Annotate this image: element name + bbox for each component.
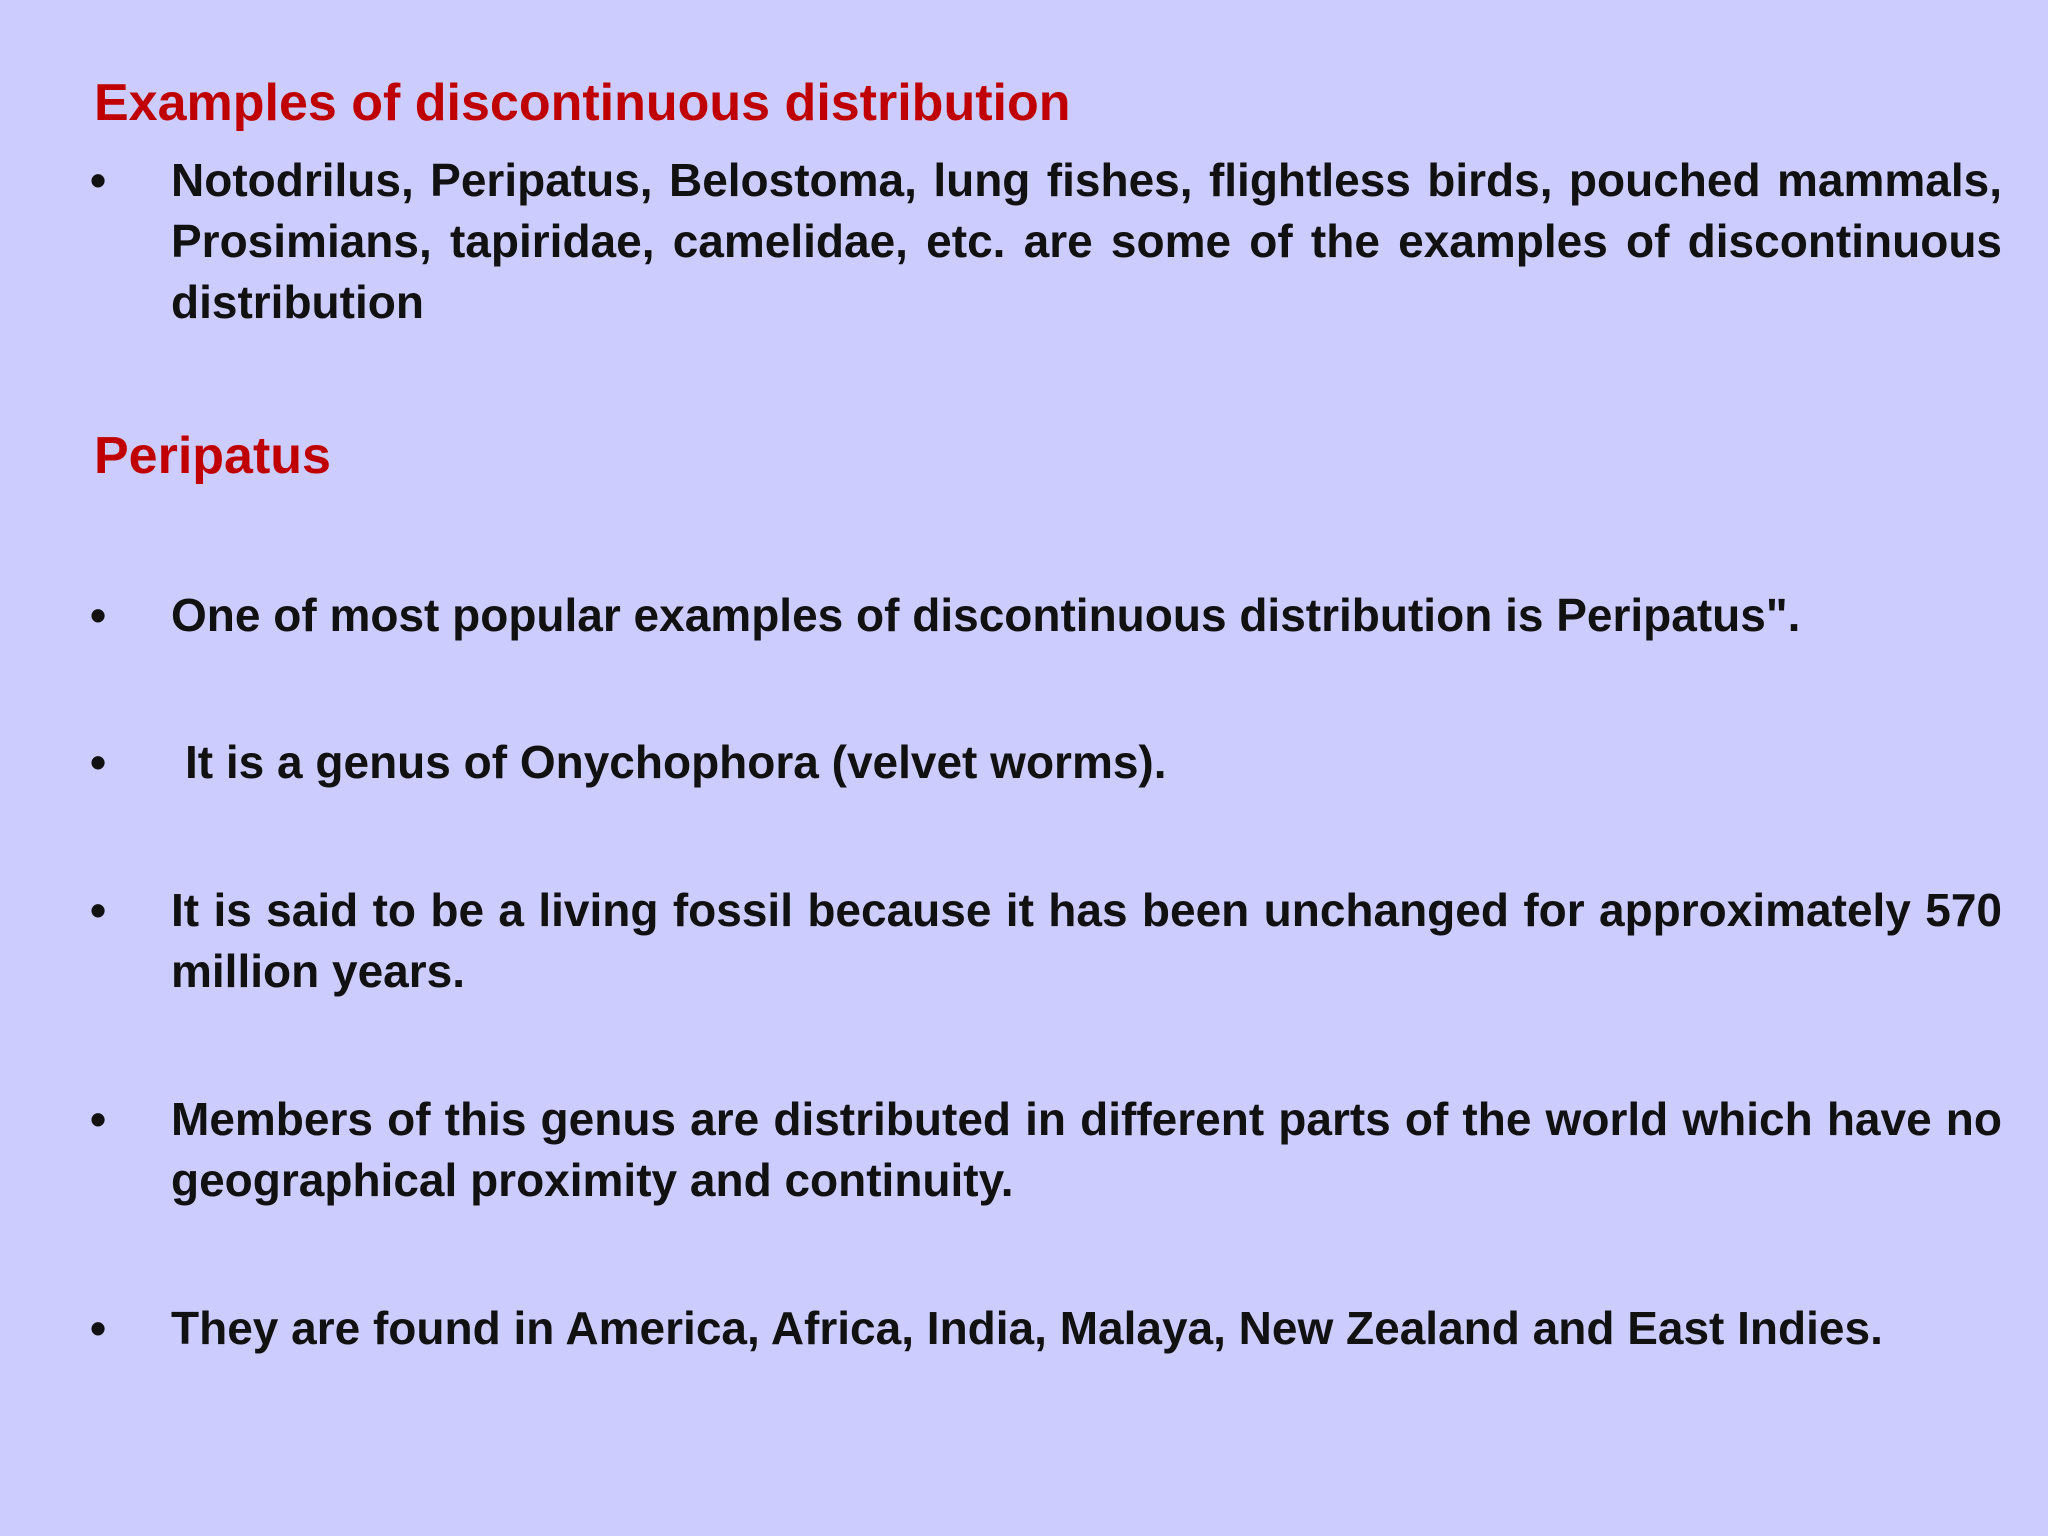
peripatus-bullet-item bbox=[90, 1089, 2002, 1211]
peripatus-bullet-item bbox=[90, 732, 2002, 793]
bullet-symbol: • bbox=[90, 736, 107, 788]
examples-bullet-item bbox=[90, 150, 2002, 333]
peripatus-bullet-item bbox=[90, 880, 2002, 1002]
peripatus-bullet-text: They are found in America, Africa, India, Malaya, New Zealand and East Indies. bbox=[171, 1302, 1883, 1354]
peripatus-bullet-text: It is a genus of Onychophora (velvet worms). bbox=[185, 736, 1167, 788]
peripatus-bullet-text: It is said to be a living fossil because it has been unchanged for approximately 570 million years. bbox=[171, 884, 2002, 997]
bullet-symbol: • bbox=[90, 589, 107, 641]
peripatus-bullet-item bbox=[90, 1298, 2002, 1359]
examples-bullet-text: Notodrilus, Peripatus, Belostoma, lung fishes, flightless birds, pouched mammals, Prosimians, tapiridae, camelidae, etc. are some of the examples of discontinuous distribution bbox=[171, 154, 2002, 328]
bullet-symbol: • bbox=[90, 1302, 107, 1354]
peripatus-bullet-text: One of most popular examples of discontinuous distribution is Peripatus". bbox=[171, 589, 1801, 641]
bullet-symbol: • bbox=[90, 154, 107, 206]
bullet-symbol: • bbox=[90, 884, 107, 936]
peripatus-heading: Peripatus bbox=[94, 427, 331, 485]
bullet-symbol: • bbox=[90, 1093, 107, 1145]
peripatus-bullet-text: Members of this genus are distributed in different parts of the world which have no geographical proximity and continuity. bbox=[171, 1093, 2002, 1206]
peripatus-bullet-item bbox=[90, 585, 2002, 646]
examples-heading: Examples of discontinuous distribution bbox=[94, 74, 1071, 132]
